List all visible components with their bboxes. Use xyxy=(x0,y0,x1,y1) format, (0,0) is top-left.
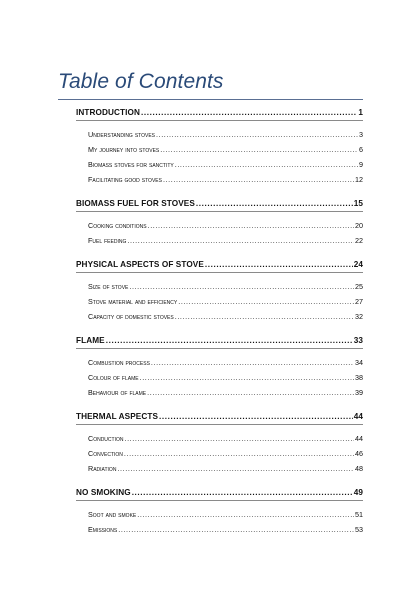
toc-entry-label: My journey into stoves xyxy=(88,145,160,154)
toc-section-page-number: 24 xyxy=(353,260,363,269)
toc-entry-label: Convection xyxy=(88,449,123,458)
toc-section-label: PHYSICAL ASPECTS OF STOVE xyxy=(76,260,204,269)
title-divider xyxy=(58,99,363,100)
toc-dot-leader xyxy=(160,142,358,157)
toc-entry[interactable] xyxy=(88,279,363,294)
toc-dot-leader xyxy=(129,279,354,294)
toc-entry-label: Size of stove xyxy=(88,282,129,291)
toc-section xyxy=(76,412,363,476)
toc-dot-leader xyxy=(205,260,353,269)
toc-dot-leader xyxy=(175,157,358,172)
toc-entry[interactable] xyxy=(88,522,363,537)
toc-section-page-number: 49 xyxy=(353,488,363,497)
toc-entry-label: Facilitating good stoves xyxy=(88,175,162,184)
toc-entry-page-number: 39 xyxy=(355,388,363,397)
toc-entry[interactable] xyxy=(88,355,363,370)
toc-section-heading[interactable] xyxy=(76,336,363,349)
page-title: Table of Contents xyxy=(58,70,224,93)
toc-section xyxy=(76,260,363,324)
toc-entry[interactable] xyxy=(88,431,363,446)
toc-entry[interactable] xyxy=(88,461,363,476)
toc-entry-label: Emissions xyxy=(88,525,118,534)
toc-entry[interactable] xyxy=(88,370,363,385)
toc-entry-page-number: 34 xyxy=(355,358,363,367)
toc-section-heading[interactable] xyxy=(76,488,363,501)
toc-entry-page-number: 38 xyxy=(355,373,363,382)
toc-entry[interactable] xyxy=(88,294,363,309)
toc-entry-list xyxy=(76,507,363,537)
toc-entry-list xyxy=(76,127,363,187)
toc-dot-leader xyxy=(124,446,354,461)
toc-entry-label: Radiation xyxy=(88,464,117,473)
toc-entry-label: Fuel feeding xyxy=(88,236,127,245)
toc-section-label: NO SMOKING xyxy=(76,488,131,497)
toc-entry[interactable] xyxy=(88,446,363,461)
toc-entry[interactable] xyxy=(88,172,363,187)
toc-entry-page-number: 3 xyxy=(359,130,363,139)
toc-entry-page-number: 20 xyxy=(355,221,363,230)
toc-entry-page-number: 51 xyxy=(355,510,363,519)
toc-entry-page-number: 46 xyxy=(355,449,363,458)
toc-entry[interactable] xyxy=(88,127,363,142)
toc-entry[interactable] xyxy=(88,218,363,233)
toc-entry[interactable] xyxy=(88,142,363,157)
toc-entry-label: Stove material and efficiency xyxy=(88,297,178,306)
toc-dot-leader xyxy=(127,233,354,248)
toc-entry[interactable] xyxy=(88,385,363,400)
toc-section xyxy=(76,199,363,248)
toc-section-label: FLAME xyxy=(76,336,105,345)
toc-entry-page-number: 25 xyxy=(355,282,363,291)
toc-dot-leader xyxy=(151,355,354,370)
toc-entry-label: Biomass stoves for sanctity xyxy=(88,160,174,169)
toc-entry-label: Colour of flame xyxy=(88,373,139,382)
toc-entry-list xyxy=(76,355,363,400)
toc-entry-page-number: 6 xyxy=(359,145,363,154)
toc-entry-page-number: 48 xyxy=(355,464,363,473)
toc-dot-leader xyxy=(124,431,354,446)
toc-section-heading[interactable] xyxy=(76,108,363,121)
toc-entry[interactable] xyxy=(88,507,363,522)
toc-entry[interactable] xyxy=(88,233,363,248)
toc-dot-leader xyxy=(148,218,354,233)
toc-entry-page-number: 27 xyxy=(355,297,363,306)
toc-entry-label: Behaviour of flame xyxy=(88,388,147,397)
toc-dot-leader xyxy=(117,461,354,476)
toc-section-heading[interactable] xyxy=(76,412,363,425)
toc-entry-label: Understanding stoves xyxy=(88,130,156,139)
toc-section-page-number: 15 xyxy=(353,199,363,208)
toc-entry-label: Combustion process xyxy=(88,358,150,367)
toc-section-page-number: 44 xyxy=(353,412,363,421)
toc-section-heading[interactable] xyxy=(76,260,363,273)
toc-dot-leader xyxy=(196,199,353,208)
toc-entry-label: Cooking conditions xyxy=(88,221,147,230)
toc-dot-leader xyxy=(156,127,358,142)
toc-entry-page-number: 32 xyxy=(355,312,363,321)
toc-entry-page-number: 22 xyxy=(355,236,363,245)
toc-entry-page-number: 12 xyxy=(355,175,363,184)
toc-dot-leader xyxy=(178,294,354,309)
table-of-contents xyxy=(76,108,363,549)
toc-dot-leader xyxy=(118,522,354,537)
toc-dot-leader xyxy=(141,108,357,117)
toc-dot-leader xyxy=(106,336,353,345)
toc-dot-leader xyxy=(140,370,354,385)
toc-section-label: BIOMASS FUEL FOR STOVES xyxy=(76,199,195,208)
toc-section xyxy=(76,488,363,537)
toc-dot-leader xyxy=(163,172,354,187)
toc-section-page-number: 1 xyxy=(358,108,363,117)
toc-dot-leader xyxy=(137,507,354,522)
toc-entry[interactable] xyxy=(88,157,363,172)
toc-entry-label: Soot and smoke xyxy=(88,510,137,519)
toc-entry-page-number: 44 xyxy=(355,434,363,443)
toc-dot-leader xyxy=(159,412,353,421)
toc-entry-list xyxy=(76,218,363,248)
toc-entry-label: Capacity of domestic stoves xyxy=(88,312,174,321)
toc-section xyxy=(76,336,363,400)
toc-section-page-number: 33 xyxy=(353,336,363,345)
toc-dot-leader xyxy=(132,488,353,497)
toc-dot-leader xyxy=(147,385,354,400)
toc-section-label: INTRODUCTION xyxy=(76,108,140,117)
toc-entry[interactable] xyxy=(88,309,363,324)
toc-entry-page-number: 9 xyxy=(359,160,363,169)
toc-section-heading[interactable] xyxy=(76,199,363,212)
toc-entry-list xyxy=(76,431,363,476)
toc-section xyxy=(76,108,363,187)
toc-entry-page-number: 53 xyxy=(355,525,363,534)
toc-entry-list xyxy=(76,279,363,324)
toc-section-label: THERMAL ASPECTS xyxy=(76,412,159,421)
toc-entry-label: Conduction xyxy=(88,434,124,443)
toc-dot-leader xyxy=(175,309,354,324)
